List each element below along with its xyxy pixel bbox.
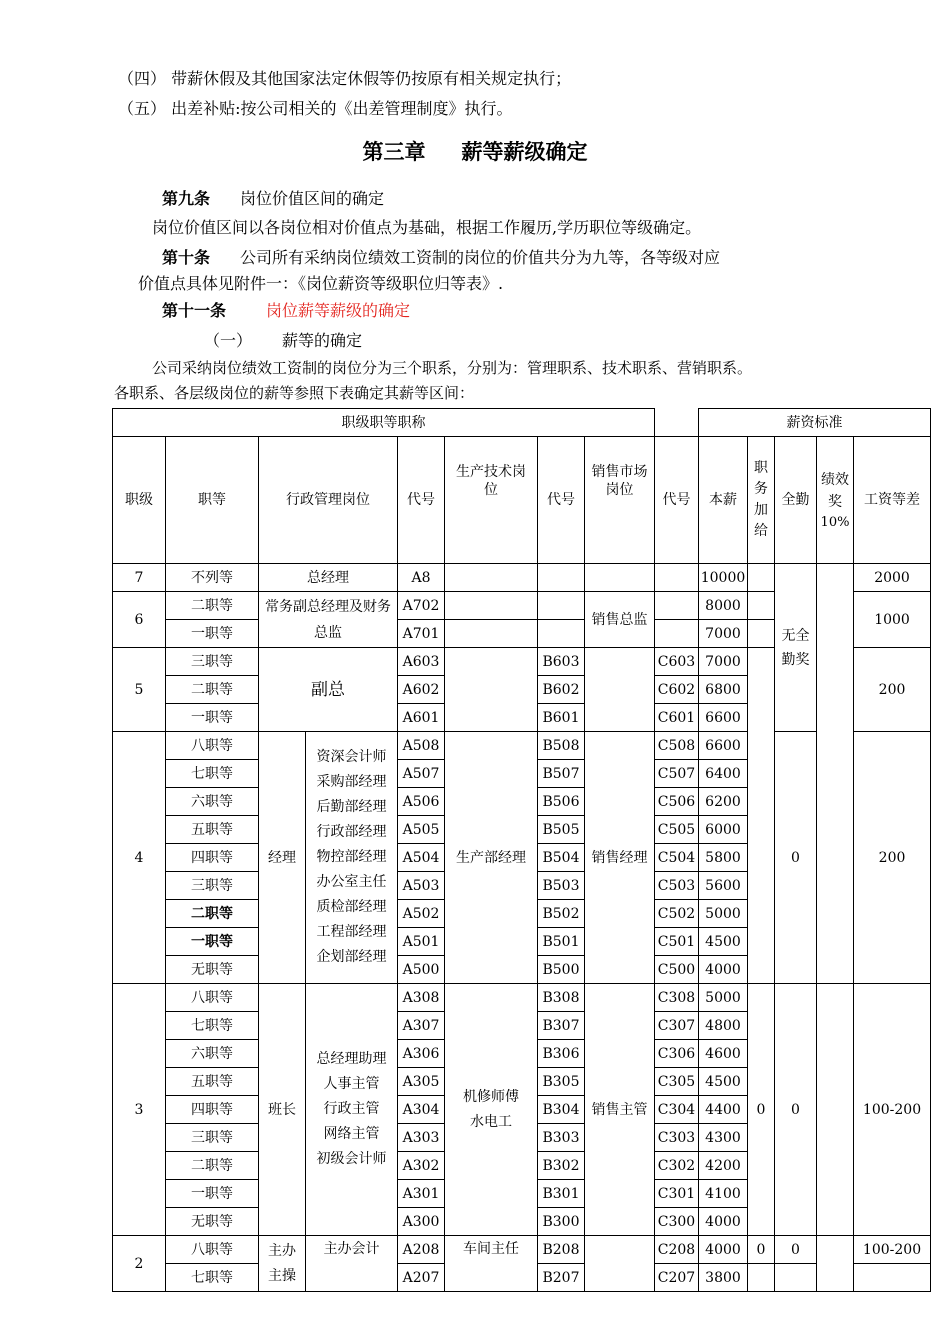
article-9-body: 岗位价值区间以各岗位相对价值点为基础，根据工作履历,学历职位等级确定。 <box>152 218 702 237</box>
clause-item-4: （四） 带薪休假及其他国家法定休假等仍按原有相关规定执行； <box>118 69 572 88</box>
admin-post: 总经理 <box>259 564 398 592</box>
code-a: A208 <box>398 1236 445 1264</box>
article-10-label: 第十条 <box>162 248 211 267</box>
grade-cell: 八职等 <box>166 1236 259 1264</box>
code-a: A701 <box>398 620 445 648</box>
code-a: A603 <box>398 648 445 676</box>
code-a: A501 <box>398 928 445 956</box>
code-c: C504 <box>655 844 699 872</box>
sales-post <box>585 564 655 592</box>
grade-cell: 一职等 <box>166 620 259 648</box>
code-b: B208 <box>538 1236 585 1264</box>
header-group-title: 职级职等职称 <box>113 409 655 437</box>
code-a: A508 <box>398 732 445 760</box>
base-pay: 5000 <box>699 984 748 1012</box>
code-b: B508 <box>538 732 585 760</box>
tech-post: 机修师傅 水电工 <box>445 984 538 1236</box>
code-a: A300 <box>398 1208 445 1236</box>
paragraph-line-1: 公司采纳岗位绩效工资制的岗位分为三个职系，分别为：管理职系、技术职系、营销职系。 <box>152 359 753 377</box>
code-c: C207 <box>655 1264 699 1292</box>
code-a: A306 <box>398 1040 445 1068</box>
level-4: 4 <box>113 732 166 984</box>
duty-allowance: 0 <box>748 984 775 1236</box>
code-b: B506 <box>538 788 585 816</box>
base-pay: 6000 <box>699 816 748 844</box>
grade-cell: 七职等 <box>166 1012 259 1040</box>
grade-cell: 八职等 <box>166 732 259 760</box>
position: 工程部经理 <box>316 924 387 940</box>
sales-post <box>585 648 655 732</box>
code-b: B302 <box>538 1152 585 1180</box>
duty-allowance-merged <box>748 648 775 984</box>
code-a: A504 <box>398 844 445 872</box>
chapter-heading <box>0 136 950 166</box>
position: 后勤部经理 <box>316 799 387 815</box>
title-cell: 班长 <box>259 984 306 1236</box>
base-pay: 4100 <box>699 1180 748 1208</box>
base-pay: 4000 <box>699 1208 748 1236</box>
position: 物控部经理 <box>316 849 387 865</box>
sales-post: 销售经理 <box>585 732 655 984</box>
header-code-b: 代号 <box>538 437 585 564</box>
grade-cell: 六职等 <box>166 1040 259 1068</box>
duty-allowance <box>748 620 775 648</box>
base-pay: 4800 <box>699 1012 748 1040</box>
code-a: A602 <box>398 676 445 704</box>
grade-cell: 六职等 <box>166 788 259 816</box>
base-pay: 4600 <box>699 1040 748 1068</box>
tech-post: 生产部经理 <box>445 732 538 984</box>
code-b: B303 <box>538 1124 585 1152</box>
article-11-label: 第十一条 <box>162 301 227 320</box>
grade-cell: 三职等 <box>166 1124 259 1152</box>
position: 质检部经理 <box>316 899 387 915</box>
base-pay: 4300 <box>699 1124 748 1152</box>
code-c: C506 <box>655 788 699 816</box>
code-c: C603 <box>655 648 699 676</box>
base-pay: 4400 <box>699 1096 748 1124</box>
position: 行政部经理 <box>316 824 387 840</box>
code-b: B308 <box>538 984 585 1012</box>
header-base-pay: 本薪 <box>699 437 748 564</box>
code-c: C303 <box>655 1124 699 1152</box>
performance <box>817 1236 854 1292</box>
position: 办公室主任 <box>316 874 387 890</box>
subsection-title: 薪等的确定 <box>282 331 363 350</box>
code-a: A304 <box>398 1096 445 1124</box>
code-a: A503 <box>398 872 445 900</box>
title-cell: 主办 主操 <box>259 1236 306 1292</box>
grade-cell: 三职等 <box>166 872 259 900</box>
code-b: B500 <box>538 956 585 984</box>
header-code-c: 代号 <box>655 437 699 564</box>
salary-grade-table <box>112 408 931 1292</box>
grade-cell: 二职等 <box>166 1152 259 1180</box>
base-pay: 10000 <box>699 564 748 592</box>
level-7: 7 <box>113 564 166 592</box>
level-2: 2 <box>113 1236 166 1292</box>
header-duty-allowance: 职务加给 <box>748 437 775 564</box>
code-a: A303 <box>398 1124 445 1152</box>
code-c: C500 <box>655 956 699 984</box>
header-grade: 职等 <box>166 437 259 564</box>
base-pay: 6600 <box>699 732 748 760</box>
code-b: B301 <box>538 1180 585 1208</box>
code-a: A507 <box>398 760 445 788</box>
wage-step: 100-200 <box>854 1236 931 1264</box>
grade-cell: 一职等 <box>166 704 259 732</box>
code-a: A601 <box>398 704 445 732</box>
article-11-title: 岗位薪等薪级的确定 <box>266 301 411 320</box>
grade-cell: 四职等 <box>166 1096 259 1124</box>
position: 总经理助理 <box>316 1051 387 1067</box>
code-b: B507 <box>538 760 585 788</box>
base-pay: 6800 <box>699 676 748 704</box>
code-c <box>655 592 699 620</box>
code-b: B300 <box>538 1208 585 1236</box>
code-c: C305 <box>655 1068 699 1096</box>
code-c: C304 <box>655 1096 699 1124</box>
position: 企划部经理 <box>316 949 387 965</box>
header-salary-standard: 薪资标准 <box>699 409 931 437</box>
position: 人事主管 <box>323 1076 380 1092</box>
article-9-heading <box>162 186 384 209</box>
code-c: C503 <box>655 872 699 900</box>
code-a: A307 <box>398 1012 445 1040</box>
code-a: A505 <box>398 816 445 844</box>
title-cell: 经理 <box>259 732 306 984</box>
grade-cell: 一职等 <box>166 928 259 956</box>
code-b: B501 <box>538 928 585 956</box>
code-b <box>538 592 585 620</box>
header-level: 职级 <box>113 437 166 564</box>
admin-positions <box>306 984 398 1236</box>
grade-cell: 五职等 <box>166 1068 259 1096</box>
code-a: A502 <box>398 900 445 928</box>
grade-cell: 八职等 <box>166 984 259 1012</box>
code-c: C502 <box>655 900 699 928</box>
level-5: 5 <box>113 648 166 732</box>
attendance: 0 <box>775 984 817 1236</box>
article-10-line-2: 价值点具体见附件一：《岗位薪资等级职位归等表》. <box>138 274 504 293</box>
performance <box>817 984 854 1236</box>
wage-step: 1000 <box>854 592 931 648</box>
code-c: C601 <box>655 704 699 732</box>
admin-positions <box>306 732 398 984</box>
grade-cell: 一职等 <box>166 1180 259 1208</box>
sales-post <box>585 1236 655 1292</box>
position: 资深会计师 <box>316 749 387 765</box>
article-10-line-1 <box>162 245 720 268</box>
code-b: B601 <box>538 704 585 732</box>
code-c: C507 <box>655 760 699 788</box>
base-pay: 5800 <box>699 844 748 872</box>
article-9-label: 第九条 <box>162 189 211 208</box>
tech-post <box>445 648 538 732</box>
header-performance: 绩效奖 10% <box>817 437 854 564</box>
sales-post: 销售总监 <box>585 592 655 648</box>
code-c: C208 <box>655 1236 699 1264</box>
code-b: B603 <box>538 648 585 676</box>
base-pay: 4500 <box>699 1068 748 1096</box>
wage-step: 200 <box>854 732 931 984</box>
header-tech-post: 生产技术岗位 <box>445 437 538 564</box>
subsection-heading <box>204 328 362 351</box>
code-c: C508 <box>655 732 699 760</box>
base-pay: 6200 <box>699 788 748 816</box>
code-c: C307 <box>655 1012 699 1040</box>
grade-cell: 四职等 <box>166 844 259 872</box>
level-6: 6 <box>113 592 166 648</box>
duty-allowance: 0 <box>748 1236 775 1264</box>
duty-allowance <box>748 1264 775 1292</box>
wage-step: 100-200 <box>854 984 931 1236</box>
code-b: B602 <box>538 676 585 704</box>
tech-post <box>445 564 538 592</box>
code-a: A506 <box>398 788 445 816</box>
base-pay: 5000 <box>699 900 748 928</box>
base-pay: 4200 <box>699 1152 748 1180</box>
base-pay: 6400 <box>699 760 748 788</box>
position: 行政主管 <box>323 1101 380 1117</box>
code-b: B503 <box>538 872 585 900</box>
admin-post: 副总 <box>259 648 398 732</box>
attendance-merged: 无全勤奖 <box>775 564 817 732</box>
attendance: 0 <box>775 732 817 984</box>
header-sales-post: 销售市场岗位 <box>585 437 655 564</box>
code-b: B304 <box>538 1096 585 1124</box>
wage-step <box>854 1264 931 1292</box>
code-c: C300 <box>655 1208 699 1236</box>
code-a: A8 <box>398 564 445 592</box>
grade-cell: 五职等 <box>166 816 259 844</box>
tech-post <box>445 592 538 620</box>
grade-cell: 不列等 <box>166 564 259 592</box>
base-pay: 8000 <box>699 592 748 620</box>
article-9-title: 岗位价值区间的确定 <box>240 189 385 208</box>
base-pay: 5600 <box>699 872 748 900</box>
code-b: B306 <box>538 1040 585 1068</box>
position: 网络主管 <box>323 1126 380 1142</box>
code-a: A207 <box>398 1264 445 1292</box>
attendance <box>775 1264 817 1292</box>
base-pay: 4000 <box>699 956 748 984</box>
grade-cell: 三职等 <box>166 648 259 676</box>
code-c: C301 <box>655 1180 699 1208</box>
chapter-title: 薪等薪级确定 <box>461 140 588 164</box>
code-b <box>538 564 585 592</box>
header-code-a: 代号 <box>398 437 445 564</box>
code-a: A305 <box>398 1068 445 1096</box>
grade-cell: 无职等 <box>166 956 259 984</box>
code-c: C505 <box>655 816 699 844</box>
chapter-number: 第三章 <box>362 140 426 164</box>
grade-cell: 七职等 <box>166 760 259 788</box>
code-b: B305 <box>538 1068 585 1096</box>
code-a: A301 <box>398 1180 445 1208</box>
sales-post: 销售主管 <box>585 984 655 1236</box>
clause-item-5: （五） 出差补贴:按公司相关的《出差管理制度》执行。 <box>118 99 513 118</box>
grade-cell: 二职等 <box>166 592 259 620</box>
code-b: B502 <box>538 900 585 928</box>
grade-cell: 七职等 <box>166 1264 259 1292</box>
level-3: 3 <box>113 984 166 1236</box>
paragraph-line-2: 各职系、各层级岗位的薪等参照下表确定其薪等区间： <box>114 384 475 402</box>
admin-post: 主办会计 <box>306 1236 398 1292</box>
header-attendance: 全勤 <box>775 437 817 564</box>
code-c: C308 <box>655 984 699 1012</box>
code-a: A308 <box>398 984 445 1012</box>
base-pay: 3800 <box>699 1264 748 1292</box>
code-a: A702 <box>398 592 445 620</box>
code-c <box>655 564 699 592</box>
code-b: B207 <box>538 1264 585 1292</box>
performance-merged <box>817 564 854 984</box>
base-pay: 4500 <box>699 928 748 956</box>
header-admin-post: 行政管理岗位 <box>259 437 398 564</box>
duty-allowance <box>748 592 775 620</box>
base-pay: 4000 <box>699 1236 748 1264</box>
code-b: B307 <box>538 1012 585 1040</box>
grade-cell: 无职等 <box>166 1208 259 1236</box>
article-10-text: 公司所有采纳岗位绩效工资制的岗位的价值共分为九等，各等级对应 <box>240 248 721 267</box>
code-c: C302 <box>655 1152 699 1180</box>
code-a: A302 <box>398 1152 445 1180</box>
code-a: A500 <box>398 956 445 984</box>
header-wage-step: 工资等差 <box>854 437 931 564</box>
base-pay: 7000 <box>699 620 748 648</box>
wage-step: 200 <box>854 648 931 732</box>
code-b: B505 <box>538 816 585 844</box>
code-c: C602 <box>655 676 699 704</box>
code-c <box>655 620 699 648</box>
code-b: B504 <box>538 844 585 872</box>
admin-post: 常务副总经理及财务总监 <box>259 592 398 648</box>
grade-cell: 二职等 <box>166 676 259 704</box>
duty-allowance <box>748 564 775 592</box>
article-11-heading <box>162 298 410 321</box>
grade-cell: 二职等 <box>166 900 259 928</box>
attendance: 0 <box>775 1236 817 1264</box>
position: 采购部经理 <box>316 774 387 790</box>
code-c: C306 <box>655 1040 699 1068</box>
header-spacer <box>655 409 699 437</box>
tech-post <box>445 620 538 648</box>
code-c: C501 <box>655 928 699 956</box>
base-pay: 7000 <box>699 648 748 676</box>
tech-post: 车间主任 <box>445 1236 538 1292</box>
position: 初级会计师 <box>316 1151 387 1167</box>
wage-step: 2000 <box>854 564 931 592</box>
subsection-number: （一） <box>204 331 253 350</box>
base-pay: 6600 <box>699 704 748 732</box>
code-b <box>538 620 585 648</box>
